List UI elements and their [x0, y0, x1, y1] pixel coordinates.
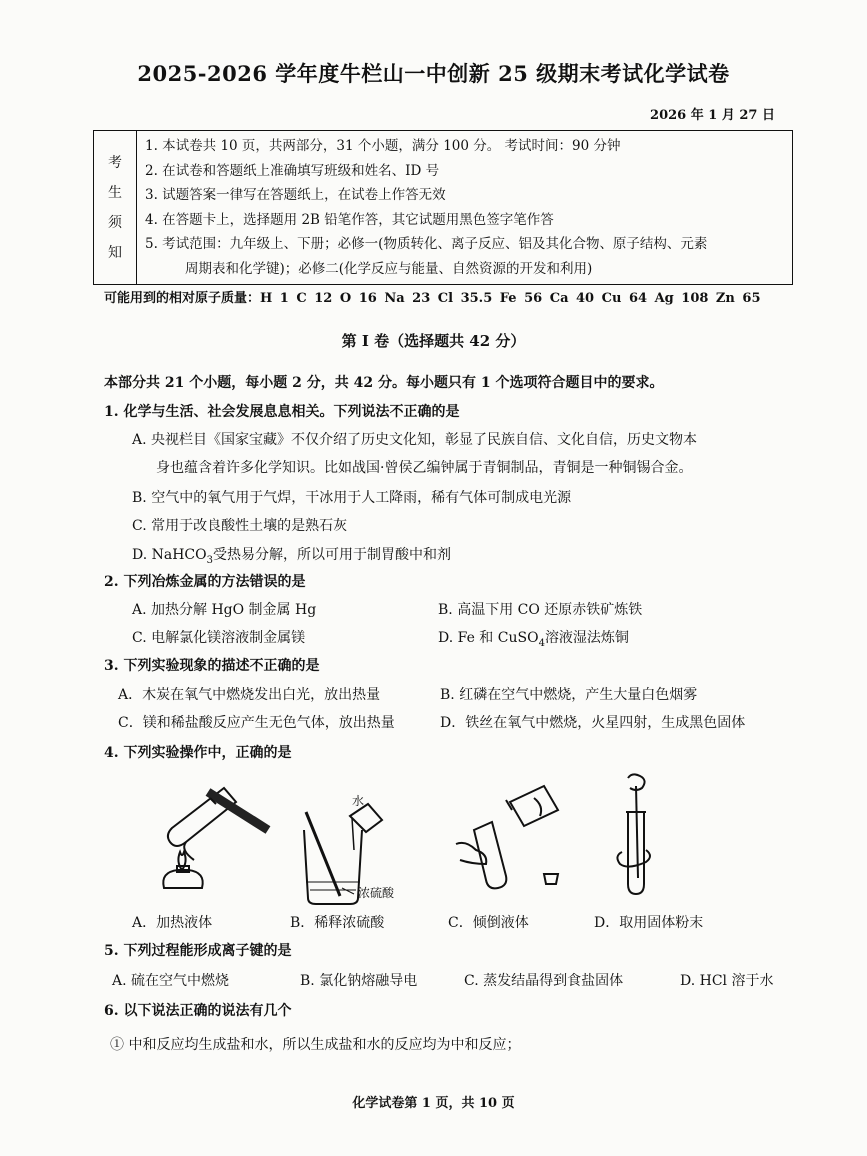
question-1-option-d	[132, 544, 451, 566]
question-5-option-d: D. HCl 溶于水	[680, 973, 774, 989]
notice-label	[94, 131, 137, 285]
page-footer: 化学试卷第 1 页，共 10 页	[352, 1096, 515, 1111]
exam-title: 2025-2026 学年度牛栏山一中创新 25 级期末考试化学试卷	[137, 61, 730, 86]
relative-atomic-masses: 可能用到的相对原子质量：H 1 C 12 O 16 Na 23 Cl 35.5 Fe 56 Ca 40 Cu 64 Ag 108 Zn 65	[104, 291, 761, 306]
notice-item: 1. 本试卷共 10 页，共两部分，31 个小题，满分 100 分。 考试时间：90 分钟	[145, 138, 621, 154]
notice-item: 2. 在试卷和答题纸上准确填写班级和姓名、ID 号	[145, 162, 440, 179]
question-2-option-a: A. 加热分解 HgO 制金属 Hg	[132, 602, 317, 618]
taking-solid-powder-illustration	[598, 772, 678, 902]
subscript: 3	[206, 554, 213, 566]
question-5-stem: 5. 下列过程能形成离子键的是	[104, 943, 292, 959]
notice-item: 4. 在答题卡上，选择题用 2B 铅笔作答，其它试题用黑色签字笔作答	[145, 211, 554, 228]
option-text: 受热易分解，所以可用于制胃酸中和剂	[213, 547, 451, 563]
notice-item-continuation: 周期表和化学键)；必修二(化学反应与能量、自然资源的开发和利用)	[185, 260, 593, 277]
question-5-option-b: B. 氯化钠熔融导电	[300, 973, 418, 989]
question-2-option-c: C. 电解氯化镁溶液制金属镁	[132, 630, 306, 646]
question-4-option-c: C．倾倒液体	[448, 915, 529, 931]
section-title: 第 I 卷（选择题共 42 分）	[341, 332, 526, 350]
notice-label-char: 生	[108, 184, 122, 201]
question-1-stem: 1. 化学与生活、社会发展息息相关。下列说法不正确的是	[104, 404, 460, 420]
question-2-option-b: B. 高温下用 CO 还原赤铁矿炼铁	[438, 602, 643, 618]
question-4-option-a: A．加热液体	[132, 915, 213, 931]
question-4-stem: 4. 下列实验操作中，正确的是	[104, 745, 292, 761]
question-1-option-a: A. 央视栏目《国家宝藏》不仅介绍了历史文化知，彰显了民族自信、文化自信，历史文物本	[132, 432, 698, 448]
subscript: 4	[538, 637, 545, 649]
question-1-option-b: B. 空气中的氧气用于气焊，干冰用于人工降雨，稀有气体可制成电光源	[132, 490, 572, 506]
heating-liquid-illustration	[150, 770, 290, 905]
question-2-option-d	[438, 627, 629, 649]
pouring-liquid-illustration	[448, 780, 568, 895]
notice-items	[137, 131, 793, 285]
candidate-notice-box	[93, 130, 793, 285]
question-4-option-d: D．取用固体粉末	[594, 915, 704, 931]
notice-item: 5. 考试范围：九年级上、下册；必修一(物质转化、离子反应、铝及其化合物、原子结构、元素	[145, 236, 708, 252]
notice-label-char: 知	[108, 244, 122, 261]
question-3-option-d: D．铁丝在氧气中燃烧，火星四射，生成黑色固体	[440, 715, 746, 731]
notice-label-char: 须	[108, 214, 122, 231]
question-3-option-c: C．镁和稀盐酸反应产生无色气体，放出热量	[118, 715, 395, 731]
question-5-option-c: C. 蒸发结晶得到食盐固体	[464, 973, 624, 989]
exam-date: 2026 年 1 月 27 日	[650, 108, 775, 123]
question-4-option-b: B．稀释浓硫酸	[290, 915, 385, 931]
question-6-stem: 6. 以下说法正确的说法有几个	[104, 1003, 292, 1019]
question-6-statement-1: ① 中和反应均生成盐和水，所以生成盐和水的反应均为中和反应；	[110, 1037, 521, 1053]
question-5-option-a: A. 硫在空气中燃烧	[112, 973, 230, 989]
option-text: D. NaHCO	[132, 547, 207, 563]
question-1-option-a-cont: 身也蕴含着许多化学知识。比如战国·曾侯乙编钟属于青铜制品，青铜是一种铜锡合金。	[156, 460, 693, 476]
question-1-option-c: C. 常用于改良酸性土壤的是熟石灰	[132, 518, 348, 534]
option-text: 溶液湿法炼铜	[544, 630, 629, 646]
notice-item: 3. 试题答案一律写在答题纸上，在试卷上作答无效	[145, 187, 446, 203]
notice-label-char: 考	[108, 154, 122, 171]
question-3-stem: 3. 下列实验现象的描述不正确的是	[104, 658, 320, 674]
water-label: 水	[352, 794, 365, 808]
question-3-option-a: A．木炭在氧气中燃烧发出白光，放出热量	[118, 687, 381, 703]
question-3-option-b: B. 红磷在空气中燃烧，产生大量白色烟雾	[440, 687, 698, 703]
question-2-stem: 2. 下列冶炼金属的方法错误的是	[104, 574, 306, 590]
concentrated-acid-label: 浓硫酸	[358, 886, 395, 900]
option-text: D. Fe 和 CuSO	[438, 630, 539, 646]
section-instructions: 本部分共 21 个小题，每小题 2 分，共 42 分。每小题只有 1 个选项符合题目中的要求。	[104, 375, 664, 391]
